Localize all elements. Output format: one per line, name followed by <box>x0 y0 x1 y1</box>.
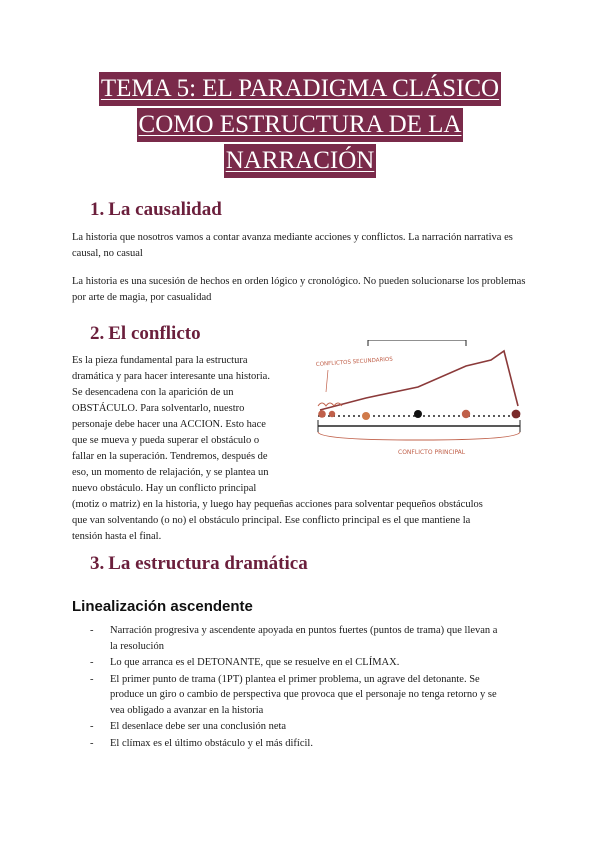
text-line: personaje debe hacer una ACCION. Esto hace <box>72 419 266 430</box>
bullet-marker: - <box>90 721 94 732</box>
item-line: Lo que arranca es el DETONANTE, que se resuelve en el CLÍMAX. <box>110 657 400 668</box>
node <box>462 410 470 418</box>
section-heading-estructura <box>90 553 308 575</box>
item-line: El primer punto de trama (1PT) plantea el primer problema, un agrave del detonante. Se <box>110 673 480 685</box>
item-line: la resolución <box>110 640 164 652</box>
node <box>414 410 422 418</box>
text-line: que van solventando (o no) el obstáculo principal. Ese conflicto principal es el que mantiene la <box>72 515 471 526</box>
section-number: 1. <box>90 199 105 220</box>
text-line: nuevo obstáculo. Hay un conflicto principal <box>72 483 257 494</box>
text-line: Se desencadena con la aparición de un <box>72 387 234 398</box>
section-heading-conflicto <box>90 323 201 345</box>
item-line: produce un giro o cambio de perspectiva que provoca que el personaje no tenga retorno y se <box>110 689 497 700</box>
text-line: OBSTÁCULO. Para solventarlo, nuestro <box>72 403 245 414</box>
document-title <box>60 72 540 180</box>
text-line: dramática y para hacer interesante una historia. <box>72 371 270 382</box>
list-item <box>90 719 530 735</box>
section-heading-causalidad <box>90 199 222 221</box>
node <box>362 412 370 420</box>
text-line: (motiz o matriz) en la historia, y luego hay pequeñas acciones para solventar pequeños obstáculos <box>72 499 483 510</box>
paragraph: La historia es una sucesión de hechos en orden lógico y cronológico. No pueden solucionarse los problemas por arte de magia, por casualidad <box>72 276 526 303</box>
text-line: eso, un momento de relajación, y se plantea un <box>72 467 269 478</box>
section-title: La causalidad <box>108 199 222 220</box>
item-line: El desenlace debe ser una conclusión neta <box>110 721 287 732</box>
label-secondary-conflicts: CONFLICTOS SECUNDARIOS <box>315 356 393 368</box>
text-line: Es la pieza fundamental para la estructura <box>72 355 248 366</box>
item-line: vea obligado a avanzar en la historia <box>110 704 264 716</box>
title-line: NARRACIÓN <box>224 144 377 178</box>
subheading: Linealización ascendente <box>72 598 253 615</box>
bullet-marker: - <box>90 657 94 668</box>
list-item <box>90 623 530 654</box>
item-line: El clímax es el último obstáculo y el más difícil. <box>110 737 313 749</box>
bullet-marker: - <box>90 625 94 636</box>
list-item <box>90 672 530 719</box>
title-line: TEMA 5: EL PARADIGMA CLÁSICO <box>99 72 501 106</box>
bullet-marker: - <box>90 737 94 749</box>
label-main-conflict: CONFLICTO PRINCIPAL <box>398 449 466 456</box>
top-bracket <box>368 340 466 346</box>
node <box>318 410 326 418</box>
section-title: La estructura dramática <box>108 553 308 574</box>
text-line: que se mueva y pueda superar el obstáculo o <box>72 435 260 446</box>
text-line: fallar en la superación. Tendremos, después de <box>72 451 268 462</box>
section-title: El conflicto <box>108 323 201 344</box>
section-number: 3. <box>90 553 105 574</box>
node <box>512 410 521 419</box>
bullet-marker: - <box>90 673 94 685</box>
conflict-diagram <box>306 340 532 462</box>
bottom-brace <box>318 432 520 440</box>
text-line: tensión hasta el final. <box>72 531 162 542</box>
list-item <box>90 736 530 752</box>
node <box>329 411 335 417</box>
paragraph: La historia que nosotros vamos a contar avanza mediante acciones y conflictos. La narración narrativa es causal, no casual <box>72 232 513 259</box>
bullet-list <box>90 623 530 752</box>
item-line: Narración progresiva y ascendente apoyada en puntos fuertes (puntos de trama) que llevan a <box>110 625 498 636</box>
section-number: 2. <box>90 323 105 344</box>
list-item <box>90 655 530 671</box>
title-line: COMO ESTRUCTURA DE LA <box>137 108 464 142</box>
label-arrow <box>326 370 328 392</box>
